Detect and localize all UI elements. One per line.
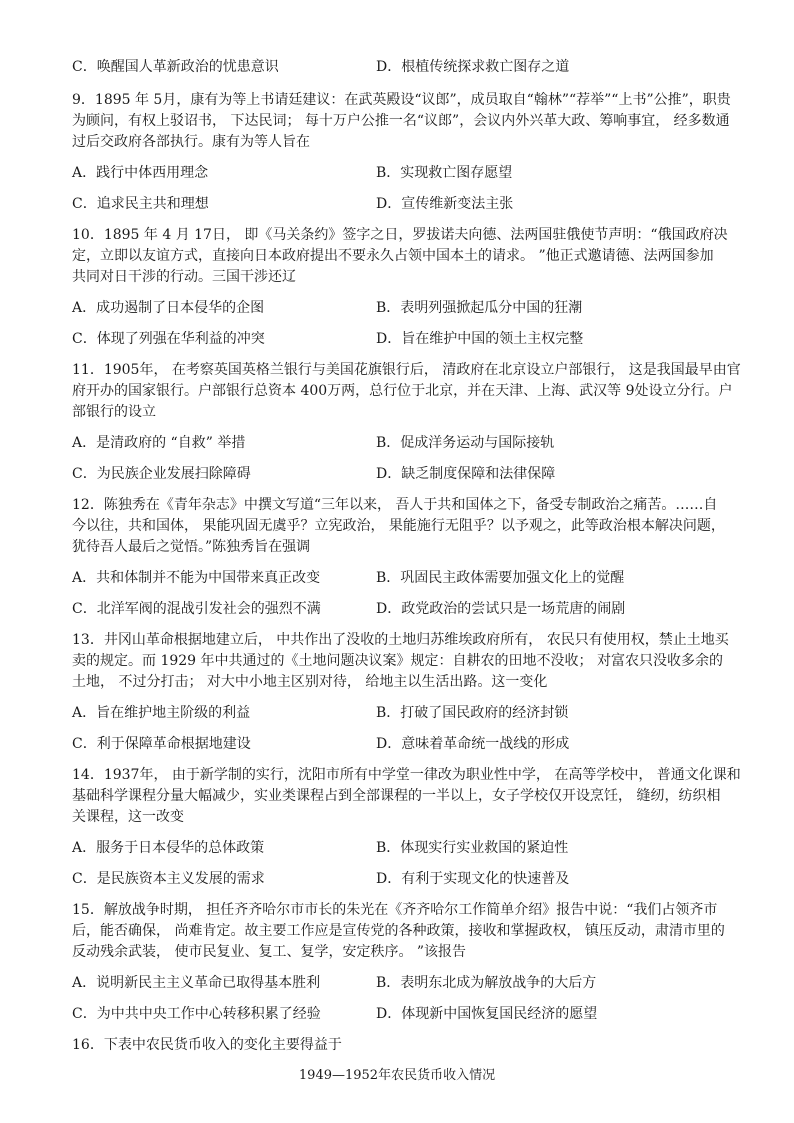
answer-option: B．表明东北成为解放战争的大后方 bbox=[376, 975, 597, 991]
question-text-line: 为顾问，有权上驳诏书， 下达民词； 每十万户公推一名“议郎”，会议内外兴革大政、筹响事宜， 经多数通 bbox=[72, 113, 730, 129]
table-caption: 1949—1952年农民货币收入情况 bbox=[298, 1068, 496, 1083]
answer-option: D．意味着革命统一战线的形成 bbox=[376, 736, 570, 752]
answer-option: A．服务于日本侵华的总体政策 bbox=[72, 840, 265, 856]
question-text-line: 10．1895 年 4 月 17日， 即《马关条约》签字之日，罗拔诺夫向德、法两国驻俄使节声明：“俄国政府决 bbox=[72, 227, 728, 243]
answer-option: B．体现实行实业救国的紧迫性 bbox=[376, 840, 569, 856]
answer-option: A．践行中体西用理念 bbox=[72, 165, 209, 181]
answer-option: A．共和体制并不能为中国带来真正改变 bbox=[72, 570, 321, 586]
answer-option: A．旨在维护地主阶级的利益 bbox=[72, 705, 251, 721]
question-text-line: 犹待吾人最后之觉悟。”陈独秀旨在强调 bbox=[72, 539, 311, 555]
question-text-line: 过后交政府各部执行。康有为等人旨在 bbox=[72, 134, 310, 150]
answer-option: B．实现救亡图存愿望 bbox=[376, 165, 513, 181]
question-text-line: 府开办的国家银行。户部银行总资本 400万两，总行位于北京，并在天津、上海、武汉等 9处设立分行。户 bbox=[72, 383, 733, 399]
question-text-line: 定，立即以友谊方式，直接向日本政府提出不要永久占领中国本土的请求。 ”他正式邀请德、法两国参加 bbox=[72, 248, 714, 264]
question-text-line: 今以往，共和国体， 果能巩固无虞乎？立宪政治， 果能施行无阻乎？以予观之，此等政治根本解决问题， bbox=[72, 518, 725, 534]
question-text-line: 16．下表中农民货币收入的变化主要得益于 bbox=[72, 1037, 342, 1053]
answer-option: B．打破了国民政府的经济封锁 bbox=[376, 705, 569, 721]
answer-option: D．缺乏制度保障和法律保障 bbox=[376, 466, 556, 482]
answer-option: C．为中共中央工作中心转移积累了经验 bbox=[72, 1006, 321, 1022]
answer-option: D．政党政治的尝试只是一场荒唐的闹剧 bbox=[376, 601, 626, 617]
question-text-line: 基础科学课程分量大幅减少，实业类课程占到全部课程的一半以上，女子学校仅开设烹饪， 缝纫，纺织相 bbox=[72, 788, 721, 804]
question-text-line: 12．陈独秀在《青年杂志》中撰文写道“三年以来， 吾人于共和国体之下，备受专制政治之痛苦。……自 bbox=[72, 497, 718, 513]
question-text-line: 15．解放战争时期， 担任齐齐哈尔市市长的朱光在《齐齐哈尔工作简单介绍》报告中说：“我们占领齐市 bbox=[72, 902, 718, 918]
question-text-line: 共同对日干涉的行动。三国干涉还辽 bbox=[72, 269, 296, 285]
answer-option: A．是清政府的 “自救” 举措 bbox=[72, 435, 246, 451]
answer-option: C．北洋军阀的混战引发社会的强烈不满 bbox=[72, 601, 321, 617]
answer-option: B．促成洋务运动与国际接轨 bbox=[376, 435, 555, 451]
answer-option: C．是民族资本主义发展的需求 bbox=[72, 871, 265, 887]
question-text-line: 反动残余武装， 使市民复业、复工、复学，安定秩序。 ”该报告 bbox=[72, 944, 467, 960]
question-text-line: 13．井冈山革命根据地建立后， 中共作出了没收的土地归苏维埃政府所有， 农民只有使用权，禁止土地买 bbox=[72, 632, 729, 648]
answer-option: D．体现新中国恢复国民经济的愿望 bbox=[376, 1006, 598, 1022]
answer-option: C．为民族企业发展扫除障碍 bbox=[72, 466, 251, 482]
answer-option: C．追求民主共和理想 bbox=[72, 196, 209, 212]
answer-option: B．巩固民主政体需要加强文化上的觉醒 bbox=[376, 570, 625, 586]
question-text-line: 14．1937年， 由于新学制的实行，沈阳市所有中学堂一律改为职业性中学， 在高等学校中， 普通文化课和 bbox=[72, 767, 741, 783]
question-text-line: 土地， 不过分打击； 对大中小地主区别对待， 给地主以生活出路。这一变化 bbox=[72, 674, 548, 690]
answer-option: D．旨在维护中国的领土主权完整 bbox=[376, 331, 584, 347]
question-text-line: 9．1895 年 5月，康有为等上书请廷建议：在武英殿设“议郎”，成员取自“翰林”“荐举”“上书”公推”，职贵 bbox=[72, 92, 731, 108]
question-text-line: 后，能否确保， 尚难肯定。故主要工作应是宣传党的各种政策，接收和掌握政权， 镇压反动，肃清市里的 bbox=[72, 923, 725, 939]
answer-option: A．成功遏制了日本侵华的企图 bbox=[72, 300, 265, 316]
answer-option: C．体现了列强在华利益的冲突 bbox=[72, 331, 265, 347]
answer-option: B．表明列强掀起瓜分中国的狂潮 bbox=[376, 300, 583, 316]
answer-option: C．利于保障革命根据地建设 bbox=[72, 736, 251, 752]
answer-option: D．宣传维新变法主张 bbox=[376, 196, 514, 212]
answer-option: A．说明新民主主义革命已取得基本胜利 bbox=[72, 975, 321, 991]
answer-option: C．唤醒国人革新政治的忧患意识 bbox=[72, 59, 279, 75]
question-text-line: 部银行的设立 bbox=[72, 404, 156, 420]
answer-option: D．根植传统探求救亡图存之道 bbox=[376, 59, 570, 75]
question-text-line: 卖的规定。而 1929 年中共通过的《土地问题决议案》规定：自耕农的田地不没收； 对富农只没收多余的 bbox=[72, 653, 723, 669]
question-text-line: 11．1905年， 在考察英国英格兰银行与美国花旗银行后， 清政府在北京设立户部银行， 这是我国最早由官 bbox=[72, 362, 741, 378]
question-text-line: 关课程，这一改变 bbox=[72, 809, 184, 825]
answer-option: D．有利于实现文化的快速普及 bbox=[376, 871, 570, 887]
